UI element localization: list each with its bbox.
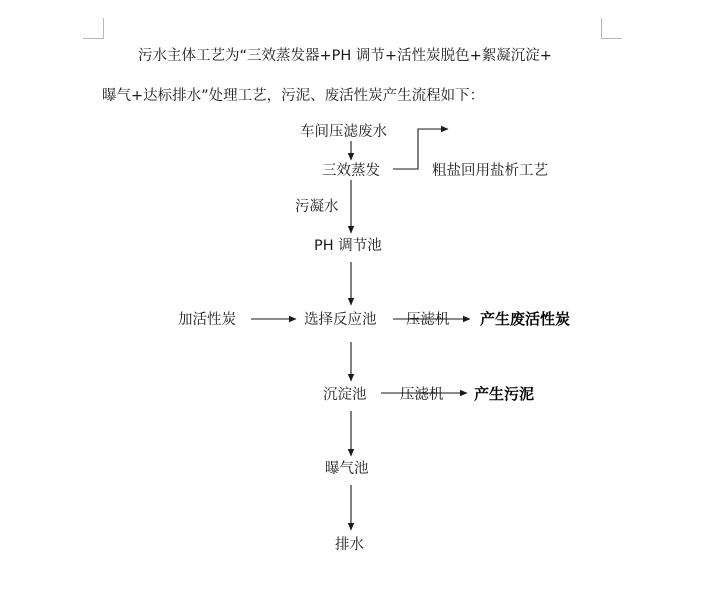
node-sludge: 产生污泥 — [474, 385, 535, 403]
intro-paragraph-line-2: 曝气+达标排水”处理工艺，污泥、废活性炭产生流程如下： — [102, 88, 485, 104]
node-workshop-filtrate: 车间压滤废水 — [300, 124, 387, 140]
node-filter-press-1: 压滤机 — [406, 312, 450, 328]
node-waste-carbon: 产生废活性炭 — [480, 310, 571, 328]
node-settling-tank: 沉淀池 — [323, 387, 367, 403]
node-aeration-tank: 曝气池 — [325, 461, 369, 477]
node-discharge: 排水 — [335, 537, 364, 553]
node-salt-recycling: 粗盐回用盐析工艺 — [432, 163, 548, 179]
node-triple-effect-evaporation: 三效蒸发 — [322, 163, 380, 179]
intro-paragraph-line-1: 污水主体工艺为“三效蒸发器+PH 调节+活性炭脱色+絮凝沉淀+ — [138, 48, 552, 64]
node-add-carbon: 加活性炭 — [178, 312, 236, 328]
edge-label-condensate: 污凝水 — [295, 199, 339, 215]
node-ph-tank: PH 调节池 — [314, 238, 382, 254]
node-selection-reactor: 选择反应池 — [304, 312, 377, 328]
node-filter-press-2: 压滤机 — [400, 387, 444, 403]
